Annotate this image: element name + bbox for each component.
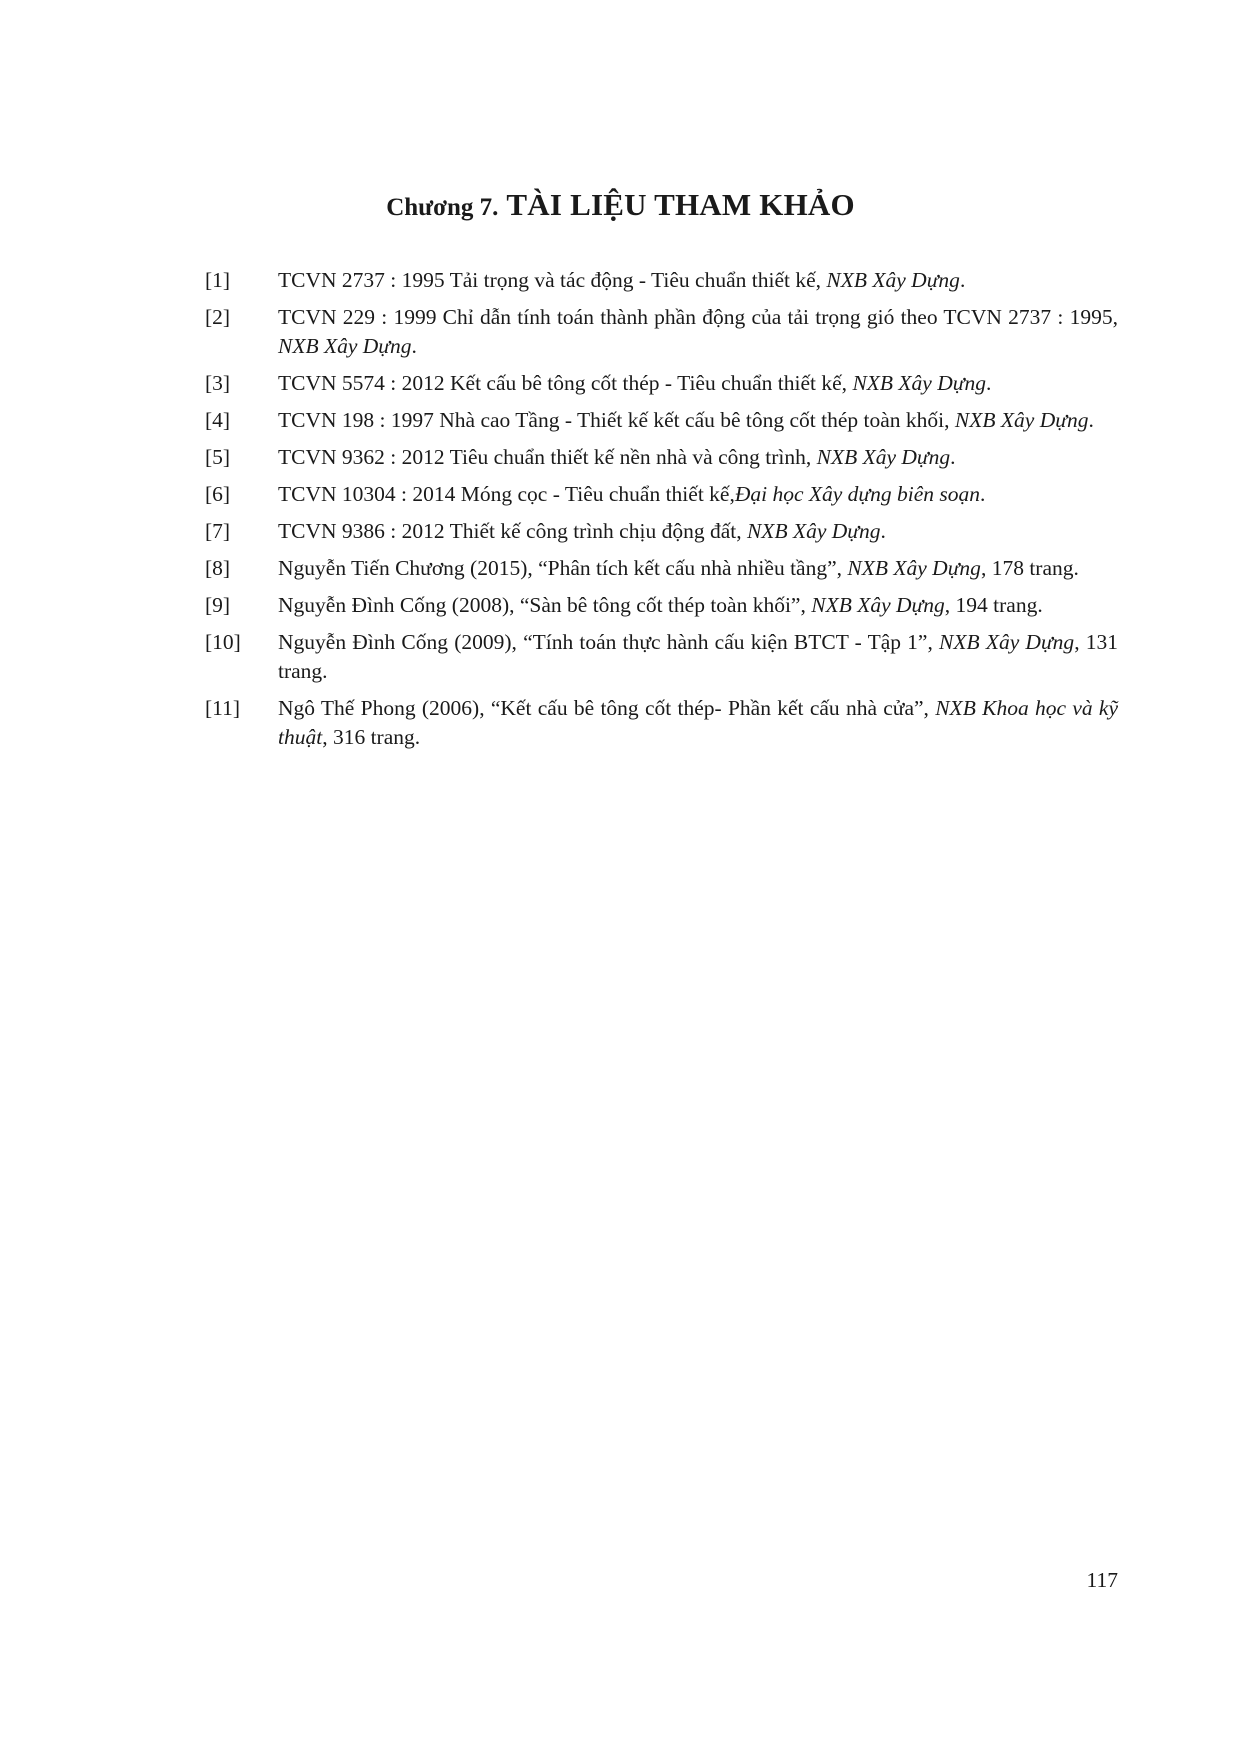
reference-list — [205, 266, 1118, 760]
reference-text: TCVN 2737 : 1995 Tải trọng và tác động - Tiêu chuẩn thiết kế, NXB Xây Dựng. — [278, 268, 966, 292]
reference-item — [205, 480, 1118, 509]
reference-item — [205, 266, 1118, 295]
reference-number: [10] — [205, 630, 241, 654]
reference-number: [7] — [205, 519, 231, 543]
reference-text: TCVN 5574 : 2012 Kết cấu bê tông cốt thép - Tiêu chuẩn thiết kế, NXB Xây Dựng. — [278, 371, 992, 395]
chapter-heading: TÀI LIỆU THAM KHẢO — [506, 187, 855, 222]
reference-text: TCVN 9362 : 2012 Tiêu chuẩn thiết kế nền nhà và công trình, NXB Xây Dựng. — [278, 445, 956, 469]
reference-number: [8] — [205, 556, 231, 580]
chapter-title — [0, 186, 1241, 223]
reference-publisher: Đại học Xây dựng biên soạn — [734, 482, 981, 506]
reference-publisher: NXB Xây Dựng — [847, 556, 981, 580]
reference-text: Nguyễn Đình Cống (2008), “Sàn bê tông cốt thép toàn khối”, NXB Xây Dựng, 194 trang. — [278, 593, 1043, 617]
reference-number: [5] — [205, 445, 231, 469]
reference-item — [205, 554, 1118, 583]
reference-number: [1] — [205, 268, 231, 292]
reference-text: Ngô Thế Phong (2006), “Kết cấu bê tông cốt thép- Phần kết cấu nhà cửa”, NXB Khoa học và kỹ thuật, 316 trang. — [278, 696, 1118, 749]
reference-item — [205, 694, 1118, 752]
reference-number: [3] — [205, 371, 231, 395]
reference-text: TCVN 10304 : 2014 Móng cọc - Tiêu chuẩn thiết kế,Đại học Xây dựng biên soạn. — [278, 482, 986, 506]
reference-number: [6] — [205, 482, 231, 506]
reference-text: TCVN 229 : 1999 Chỉ dẫn tính toán thành phần động của tải trọng gió theo TCVN 2737 : 1995, NXB Xây Dựng. — [278, 305, 1118, 358]
reference-publisher: NXB Xây Dựng — [826, 268, 960, 292]
reference-number: [2] — [205, 305, 231, 329]
reference-publisher: NXB Xây Dựng — [816, 445, 951, 469]
reference-text: TCVN 198 : 1997 Nhà cao Tầng - Thiết kế kết cấu bê tông cốt thép toàn khối, NXB Xây Dựng. — [278, 408, 1094, 432]
reference-number: [11] — [205, 696, 241, 720]
reference-publisher: NXB Xây Dựng — [954, 408, 1089, 432]
reference-item — [205, 369, 1118, 398]
reference-publisher: NXB Xây Dựng — [939, 630, 1075, 654]
page-number: 117 — [1086, 1568, 1118, 1592]
reference-number: [4] — [205, 408, 231, 432]
reference-item — [205, 628, 1118, 686]
reference-text: Nguyễn Tiến Chương (2015), “Phân tích kết cấu nhà nhiều tầng”, NXB Xây Dựng, 178 trang. — [278, 556, 1079, 580]
reference-publisher: NXB Khoa học và kỹ thuật — [278, 696, 1118, 749]
reference-publisher: NXB Xây Dựng — [278, 334, 412, 358]
reference-text: TCVN 9386 : 2012 Thiết kế công trình chịu động đất, NXB Xây Dựng. — [278, 519, 886, 543]
reference-item — [205, 591, 1118, 620]
reference-publisher: NXB Xây Dựng — [852, 371, 986, 395]
reference-publisher: NXB Xây Dựng — [746, 519, 881, 543]
reference-publisher: NXB Xây Dựng — [811, 593, 945, 617]
reference-item — [205, 443, 1118, 472]
chapter-prefix: Chương 7. — [386, 194, 499, 221]
reference-item — [205, 406, 1118, 435]
reference-item — [205, 517, 1118, 546]
reference-number: [9] — [205, 593, 231, 617]
reference-text: Nguyễn Đình Cống (2009), “Tính toán thực hành cấu kiện BTCT - Tập 1”, NXB Xây Dựng, 131 trang. — [278, 630, 1118, 683]
reference-item — [205, 303, 1118, 361]
